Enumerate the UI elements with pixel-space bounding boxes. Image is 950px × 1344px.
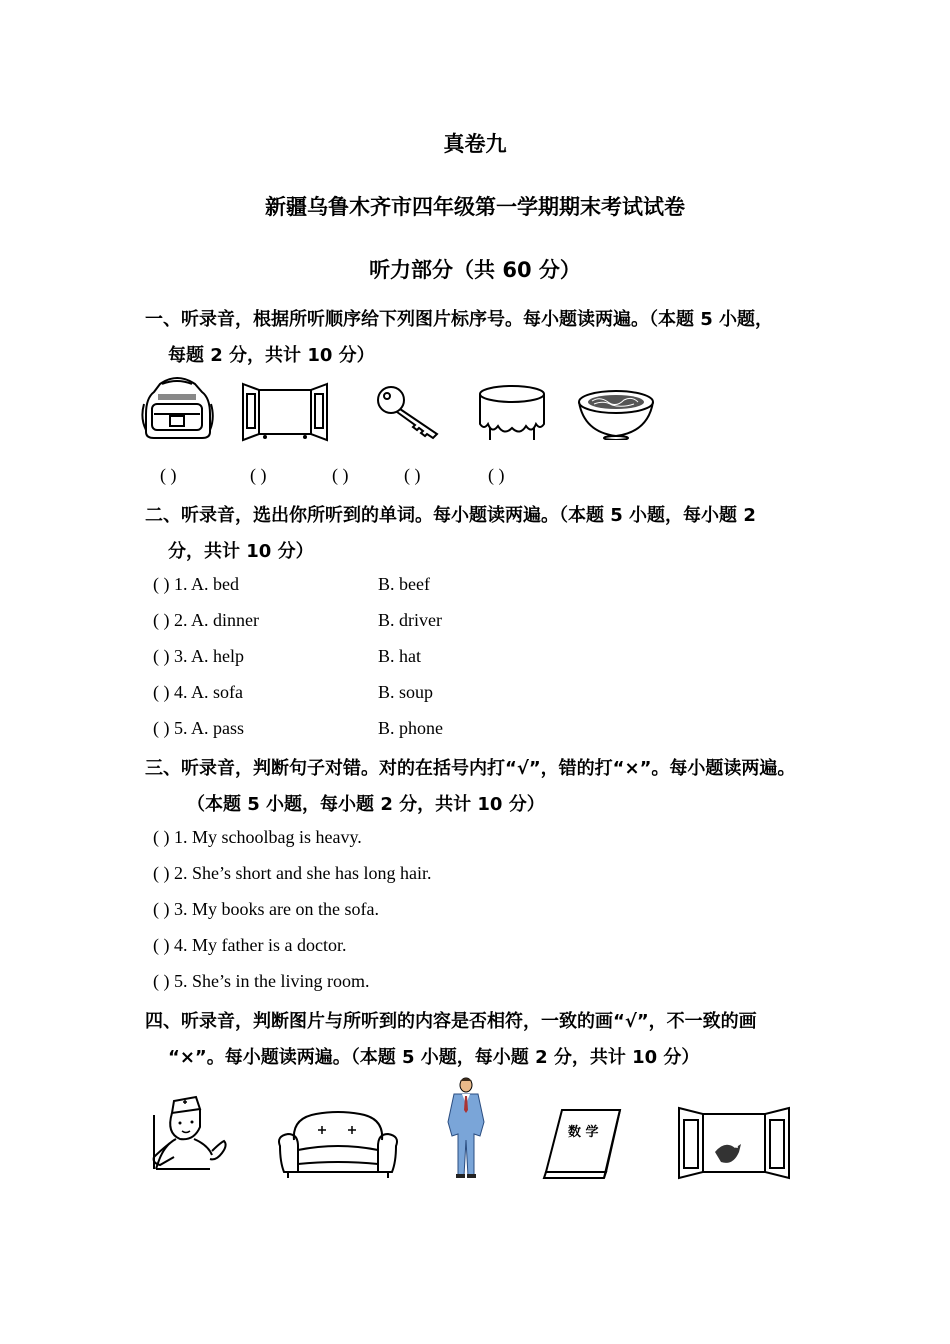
noodles-icon [576, 388, 656, 440]
sofa-icon [276, 1106, 400, 1182]
word-choice-option-b: B. hat [378, 646, 421, 666]
answer-blank[interactable]: ( ) [160, 465, 177, 485]
section2-heading-line2: 分，共计 10 分） [168, 541, 314, 562]
word-choice-option-a: ( ) 5. A. pass [153, 718, 244, 738]
word-choice-option-b: B. driver [378, 610, 442, 630]
math-book-icon [542, 1106, 624, 1182]
word-choice-option-a: ( ) 1. A. bed [153, 574, 239, 594]
answer-blank[interactable]: ( ) [404, 465, 421, 485]
schoolbag-icon [140, 374, 215, 442]
word-choice-option-b: B. beef [378, 574, 430, 594]
table-icon [476, 384, 548, 442]
window-bird-icon [675, 1104, 793, 1182]
sentence-item: ( ) 4. My father is a doctor. [153, 935, 347, 955]
nurse-icon [150, 1093, 232, 1171]
sentence-item: ( ) 2. She’s short and she has long hair. [153, 863, 432, 883]
section4-heading-line2: “×”。每小题读两遍。（本题 5 小题，每小题 2 分，共计 10 分） [168, 1047, 700, 1068]
section2-heading-line1: 二、听录音，选出你所听到的单词。每小题读两遍。（本题 5 小题，每小题 2 [145, 505, 756, 526]
page-title: 真卷九 [443, 132, 507, 156]
word-choice-option-b: B. soup [378, 682, 434, 702]
section3-heading-line2: （本题 5 小题，每小题 2 分，共计 10 分） [187, 794, 545, 815]
word-choice-option-a: ( ) 2. A. dinner [153, 610, 259, 630]
sentence-item: ( ) 1. My schoolbag is heavy. [153, 827, 362, 847]
word-choice-option-b: B. phone [378, 718, 443, 738]
window-icon [241, 382, 329, 442]
part-heading: 听力部分（共 60 分） [369, 258, 581, 282]
section3-heading-line1: 三、听录音，判断句子对错。对的在括号内打“√”，错的打“×”。每小题读两遍。 [145, 758, 796, 779]
word-choice-option-a: ( ) 4. A. sofa [153, 682, 243, 702]
answer-blank[interactable]: ( ) [332, 465, 349, 485]
section4-heading-line1: 四、听录音，判断图片与所听到的内容是否相符，一致的画“√”，不一致的画 [145, 1011, 757, 1032]
section1-heading-line1: 一、听录音，根据所听顺序给下列图片标序号。每小题读两遍。（本题 5 小题， [145, 309, 774, 330]
answer-blank[interactable]: ( ) [488, 465, 505, 485]
section1-heading-line2: 每题 2 分，共计 10 分） [168, 345, 375, 366]
word-choice-option-a: ( ) 3. A. help [153, 646, 244, 666]
book-title-text: 数 学 [568, 1125, 599, 1140]
man-icon [440, 1076, 492, 1180]
exam-subtitle: 新疆乌鲁木齐市四年级第一学期期末考试试卷 [265, 195, 685, 219]
sentence-item: ( ) 5. She’s in the living room. [153, 971, 370, 991]
sentence-item: ( ) 3. My books are on the sofa. [153, 899, 379, 919]
answer-blank[interactable]: ( ) [250, 465, 267, 485]
key-icon [375, 384, 443, 440]
